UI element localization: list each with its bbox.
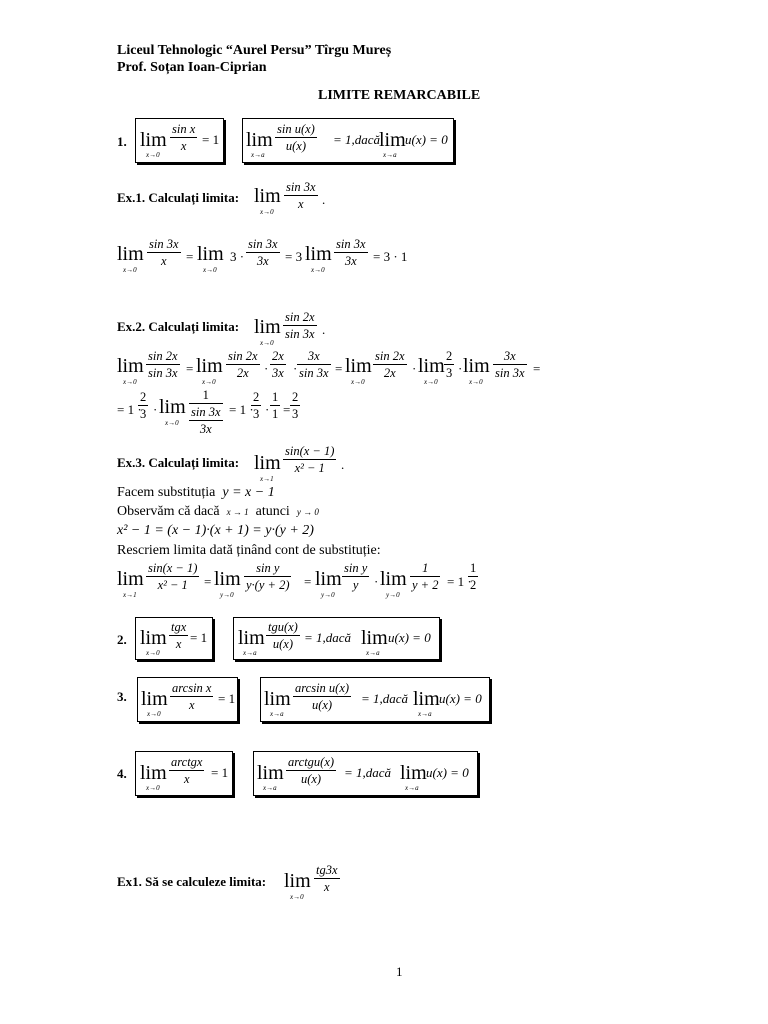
lim-operator: lim xyxy=(463,355,490,377)
prefix: = 1 · xyxy=(117,402,142,417)
lim-subscript: x→0 xyxy=(203,266,217,274)
lim-operator: lim xyxy=(379,129,406,151)
formula-2-basic-box xyxy=(135,617,213,660)
lim-operator: lim xyxy=(197,243,224,265)
lim-operator: lim xyxy=(305,243,332,265)
lim-operator: lim xyxy=(418,355,445,377)
lim-operator: lim xyxy=(246,129,273,151)
lim-operator: lim xyxy=(140,762,167,784)
ex2-period: . xyxy=(322,322,326,337)
lim-operator: lim xyxy=(141,688,168,710)
dot: · xyxy=(412,361,417,376)
lim-operator: lim xyxy=(117,355,144,377)
ex-final-fraction: $\frac{tg3x}{x}$ xyxy=(316,863,338,894)
lim-subscript: x→a xyxy=(418,710,432,718)
formula-4-number: 4. xyxy=(117,766,127,781)
fraction: $\frac{\sin 2x}{2x}$ xyxy=(228,349,258,380)
lim-operator: lim xyxy=(117,243,144,265)
lim-subscript: x→0 xyxy=(469,378,483,386)
formula-1-general-box xyxy=(242,118,454,163)
ex-final-lim-subscript: x→0 xyxy=(290,893,304,901)
condition: u(x) = 0 xyxy=(426,765,469,780)
formula-4-basic-box xyxy=(135,751,233,796)
equals: = 3 · xyxy=(285,249,310,264)
equals-one: = 1 xyxy=(211,765,229,780)
fraction: $\frac{3x}{\sin 3x}$ xyxy=(299,349,329,380)
fraction: arctgu(x) u(x) xyxy=(288,755,335,786)
lim-subscript: x→1 xyxy=(123,591,137,599)
formula-3-basic-box xyxy=(137,677,238,722)
lim-subscript: x→0 xyxy=(123,266,137,274)
equals-one: = 1 xyxy=(218,691,236,706)
result: = 1 · xyxy=(447,574,472,589)
observation-line: Observăm că dacă x → 1 atunci y → 0 xyxy=(117,504,319,519)
condition: u(x) = 0 xyxy=(388,630,431,645)
lim-operator: lim xyxy=(361,627,388,649)
lim-subscript: x→0 xyxy=(311,266,325,274)
fraction: $\frac{1}{2}$ xyxy=(470,561,477,592)
formula-2-number: 2. xyxy=(117,632,127,647)
fraction: $\frac{2}{3}$ xyxy=(446,349,453,380)
constant: 3 · xyxy=(230,249,245,264)
fraction: tgu(x) u(x) xyxy=(268,620,298,651)
ex2-lim: lim xyxy=(254,316,281,338)
lim-operator: lim xyxy=(140,627,167,649)
lim-operator: lim xyxy=(257,762,284,784)
equals-one: = 1 xyxy=(190,630,208,645)
lim-operator: lim xyxy=(140,129,167,151)
fraction: $\frac{\text{sin x}}{x}$ xyxy=(172,122,196,153)
ex3-lim: lim xyxy=(254,452,281,474)
fraction: $\frac{2x}{3x}$ xyxy=(272,349,284,380)
lim-subscript: x→0 xyxy=(351,378,365,386)
lim-operator: lim xyxy=(159,396,186,418)
ex2-lim-subscript: x→0 xyxy=(260,339,274,347)
equals: = xyxy=(533,361,541,376)
lim-subscript: y→0 xyxy=(321,591,335,599)
ex2-label: Ex.2. Calculați limita: xyxy=(117,319,240,334)
ex1-period: . xyxy=(322,192,326,207)
lim-subscript: x→a xyxy=(251,151,265,159)
ex3-lim-subscript: x→1 xyxy=(260,475,274,483)
lim-subscript: x→0 xyxy=(123,378,137,386)
fraction: $\frac{\sin 3x}{x}$ xyxy=(149,237,179,268)
fraction: arctgx x xyxy=(171,755,203,786)
factorization-line: x² − 1 = (x − 1)·(x + 1) = y·(y + 2) xyxy=(117,523,314,538)
fraction: $\frac{1}{y + 2}$ xyxy=(412,561,439,592)
dot: · xyxy=(458,361,463,376)
lim-operator: lim xyxy=(196,355,223,377)
equals: = xyxy=(283,402,291,417)
fraction: $\frac{2}{3}$ xyxy=(292,390,299,421)
formula-3-general-box xyxy=(260,677,490,722)
condition: u(x) = 0 xyxy=(405,132,448,147)
lim-operator: lim xyxy=(345,355,372,377)
dot: · xyxy=(293,361,298,376)
page-title: LIMITE REMARCABILE xyxy=(318,88,481,103)
equals-condition: = 1,dacă xyxy=(304,630,352,645)
lim-operator: lim xyxy=(400,762,427,784)
fraction: $\frac{\sin 2x}{2x}$ xyxy=(375,349,405,380)
lim-subscript: x→0 xyxy=(165,419,179,427)
lim-subscript: y→0 xyxy=(220,591,234,599)
fraction: $\frac{\sin 3x}{3x}$ xyxy=(336,237,366,268)
fraction: $\frac{\text{arcsin u(x)}}{u(x)}$ xyxy=(295,681,350,712)
formula-4-general-box xyxy=(253,751,478,796)
fraction: $\frac{2}{3}$ xyxy=(253,390,260,421)
dot: · xyxy=(374,574,379,589)
ex1-lim-subscript: x→0 xyxy=(260,208,274,216)
lim-subscript: x→0 xyxy=(202,378,216,386)
ex1-lim: lim xyxy=(254,185,281,207)
fraction: $\frac{\text{arcsin x}}{x}$ xyxy=(172,681,212,712)
rewrite-line: Rescriem limita dată ținând cont de substituție: xyxy=(117,543,381,558)
dot: · xyxy=(153,402,158,417)
lim-operator: lim xyxy=(117,568,144,590)
lim-operator: lim xyxy=(238,627,265,649)
equals: = xyxy=(304,574,312,589)
school-name: Liceul Tehnologic “Aurel Persu” Tîrgu Mureș xyxy=(117,43,392,58)
lim-subscript: x→a xyxy=(405,784,419,792)
formula-2-general-box xyxy=(233,617,440,660)
equals-condition: = 1,dacă xyxy=(333,132,381,147)
lim-subscript: x→0 xyxy=(146,649,160,657)
lim-operator: lim xyxy=(214,568,241,590)
ex1-fraction: $\frac{\sin 3x}{x}$ xyxy=(286,180,316,211)
ex-final-lim: lim xyxy=(284,870,311,892)
lim-subscript: x→0 xyxy=(424,378,438,386)
lim-subscript: x→a xyxy=(366,649,380,657)
result: = 3 · 1 xyxy=(373,249,408,264)
lim-subscript: x→a xyxy=(383,151,397,159)
formula-1-number: 1. xyxy=(117,134,127,149)
lim-operator: lim xyxy=(315,568,342,590)
lim-subscript: y→0 xyxy=(386,591,400,599)
fraction: tgx x xyxy=(171,620,187,651)
formula-3-number: 3. xyxy=(117,689,127,704)
fraction: $\frac{2}{3}$ xyxy=(140,390,147,421)
fraction: $\frac{1}{1}$ xyxy=(272,390,279,421)
lim-subscript: x→0 xyxy=(146,784,160,792)
lim-operator: lim xyxy=(413,688,440,710)
fraction: $\frac{\text{sin y}}{y}$ xyxy=(344,561,368,592)
page-number: 1 xyxy=(396,964,403,979)
equals-one: = 1 xyxy=(202,132,220,147)
equals: = 1 · xyxy=(229,402,254,417)
ex3-period: . xyxy=(341,457,345,472)
fraction: $\frac{\sin(x - 1)}{\text{x² − 1}}$ xyxy=(148,561,198,592)
fraction: $\frac{\text{sin u(x)}}{u(x)}$ xyxy=(277,122,315,153)
lim-subscript: x→0 xyxy=(146,151,160,159)
substitution-line: Facem substituția y = x − 1 xyxy=(117,485,275,500)
ex1-label: Ex.1. Calculați limita: xyxy=(117,190,240,205)
dot: · xyxy=(265,402,270,417)
equals: = xyxy=(204,574,212,589)
lim-subscript: x→a xyxy=(243,649,257,657)
equals: = xyxy=(186,361,194,376)
formula-1-basic-box xyxy=(135,118,224,163)
fraction: $\frac{\text{sin y}}{y\cdot(y + 2)}$ xyxy=(246,561,290,592)
ex2-fraction: $\frac{\sin 2x}{\sin 3x}$ xyxy=(285,310,315,341)
ex3-fraction: $\frac{\sin(x - 1)}{\text{x² − 1}}$ xyxy=(285,444,335,475)
equals-condition: = 1,dacă xyxy=(361,691,409,706)
condition: u(x) = 0 xyxy=(439,691,482,706)
lim-subscript: x→a xyxy=(270,710,284,718)
equals-condition: = 1,dacă xyxy=(344,765,392,780)
lim-subscript: x→0 xyxy=(147,710,161,718)
ex-final-label: Ex1. Să se calculeze limita: xyxy=(117,874,267,889)
lim-operator: lim xyxy=(380,568,407,590)
ex3-label: Ex.3. Calculați limita: xyxy=(117,455,240,470)
lim-operator: lim xyxy=(264,688,291,710)
lim-subscript: x→a xyxy=(263,784,277,792)
fraction: $\frac{\sin 2x}{\sin 3x}$ xyxy=(148,349,178,380)
nested-fraction: 1 sin 3x 3x xyxy=(191,388,221,436)
dot: · xyxy=(264,361,269,376)
equals: = xyxy=(186,249,194,264)
teacher-name: Prof. Soțan Ioan-Ciprian xyxy=(117,60,267,75)
fraction: $\frac{3x}{\sin 3x}$ xyxy=(495,349,525,380)
fraction: $\frac{\sin 3x}{3x}$ xyxy=(248,237,278,268)
equals: = xyxy=(335,361,343,376)
